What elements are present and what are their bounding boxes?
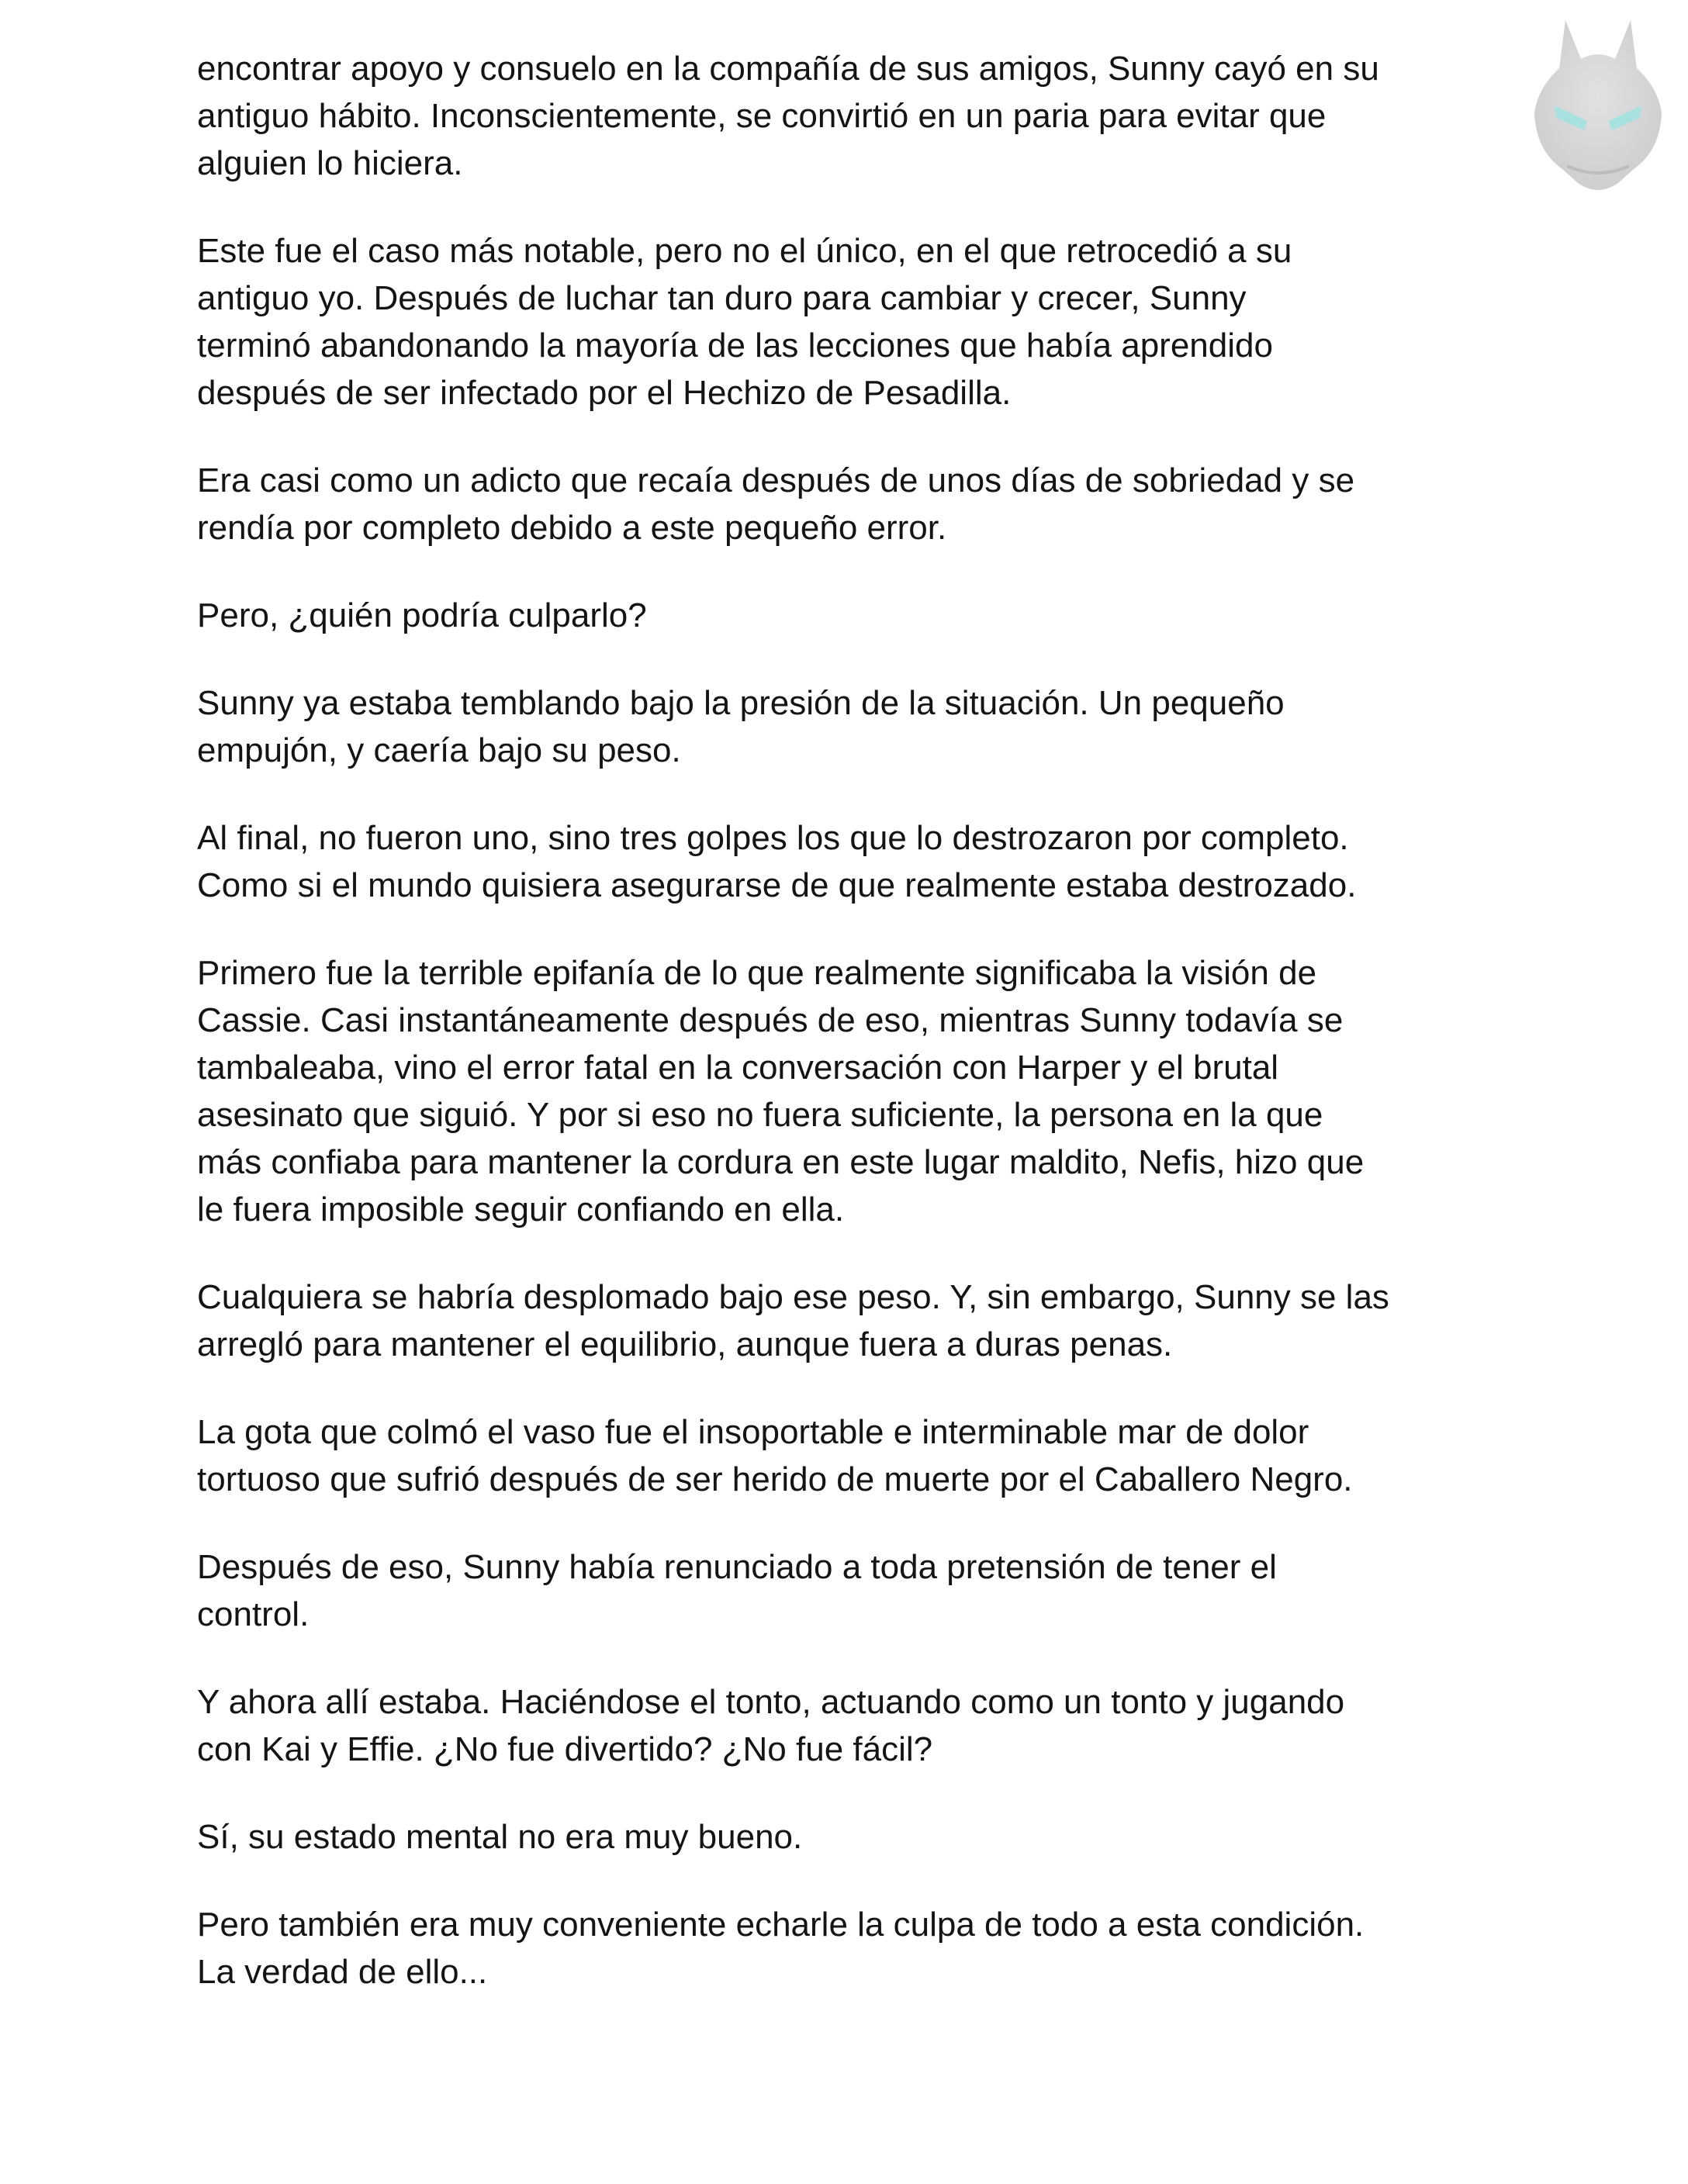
paragraph: Sunny ya estaba temblando bajo la presión de la situación. Un pequeño empujón, y caería bajo su peso. xyxy=(197,684,1285,769)
paragraph: Cualquiera se habría desplomado bajo ese peso. Y, sin embargo, Sunny se las arregló para mantener el equilibrio, aunque fuera a duras penas. xyxy=(197,1278,1389,1363)
paragraph: encontrar apoyo y consuelo en la compañía de sus amigos, Sunny cayó en su antiguo hábito. Inconscientemente, se convirtió en un paria para evitar que alguien lo hiciera. xyxy=(197,50,1379,182)
paragraph: Pero, ¿quién podría culparlo? xyxy=(197,596,647,634)
paragraph: Pero también era muy conveniente echarle la culpa de todo a esta condición. La verdad de ello... xyxy=(197,1906,1365,1991)
paragraph: Era casi como un adicto que recaía después de unos días de sobriedad y se rendía por completo debido a este pequeño error. xyxy=(197,461,1355,547)
chapter-text xyxy=(197,45,1516,2036)
paragraph: Primero fue la terrible epifanía de lo que realmente significaba la visión de Cassie. Casi instantáneamente después de eso, mientras Sunny todavía se tambaleaba, vino el error fatal en la conversación con Harper y el brutal asesinato que siguió. Y por si eso no fuera suficiente, la persona en la que más confiaba para mantener la cordura en este lugar maldito, Nefis, hizo que le fuera imposible seguir confiando en ella. xyxy=(197,954,1365,1228)
paragraph: Y ahora allí estaba. Haciéndose el tonto, actuando como un tonto y jugando con Kai y Effie. ¿No fue divertido? ¿No fue fácil? xyxy=(197,1683,1345,1768)
paragraph: Después de eso, Sunny había renunciado a toda pretensión de tener el control. xyxy=(197,1548,1277,1633)
paragraph: Sí, su estado mental no era muy bueno. xyxy=(197,1818,803,1856)
paragraph: Al final, no fueron uno, sino tres golpes los que lo destrozaron por completo. Como si el mundo quisiera asegurarse de que realmente estaba destrozado. xyxy=(197,819,1357,904)
paragraph: Este fue el caso más notable, pero no el único, en el que retrocedió a su antiguo yo. Después de luchar tan duro para cambiar y crecer, Sunny terminó abandonando la mayoría de las lecciones que había aprendido después de ser infectado por el Hechizo de Pesadilla. xyxy=(197,232,1292,412)
demon-watermark-icon xyxy=(1520,14,1676,192)
paragraph: La gota que colmó el vaso fue el insoportable e interminable mar de dolor tortuoso que sufrió después de ser herido de muerte por el Caballero Negro. xyxy=(197,1413,1353,1498)
